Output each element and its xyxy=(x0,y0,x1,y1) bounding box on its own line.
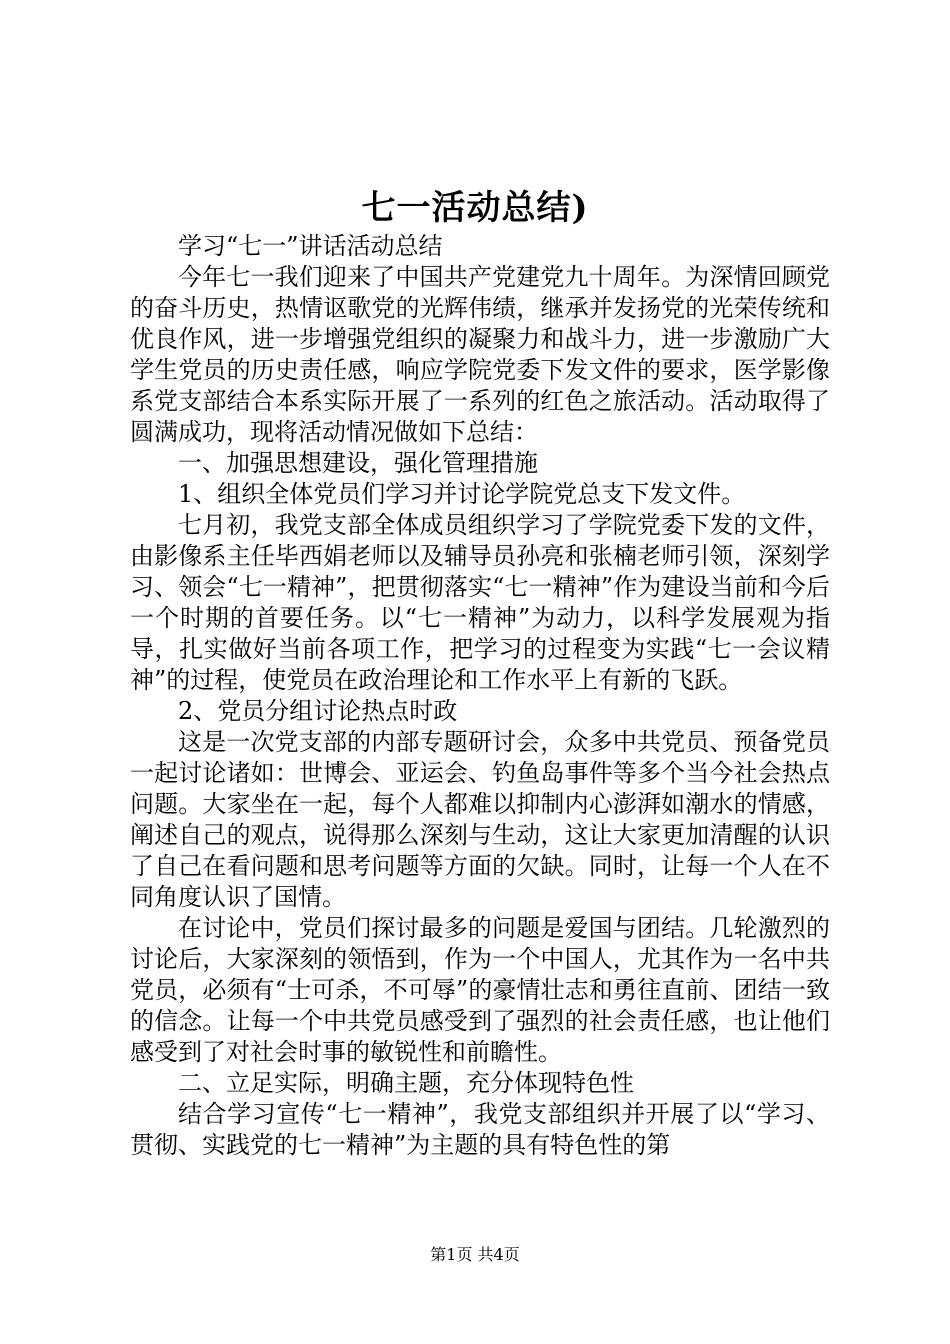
paragraph-intro: 今年七一我们迎来了中国共产党建党九十周年。为深情回顾党的奋斗历史，热情讴歌党的光辉伟绩，继承并发扬党的光荣传统和优良作风，进一步增强党组织的凝聚力和战斗力，进一步激励广大学生党员的历史责任感，响应学院党委下发文件的要求，医学影像系党支部结合本系实际开展了一系列的红色之旅活动。活动取得了圆满成功，现将活动情况做如下总结： xyxy=(130,263,830,446)
paragraph: 在讨论中，党员们探讨最多的问题是爱国与团结。几轮激烈的讨论后，大家深刻的领悟到，作为一个中国人，尤其作为一名中共党员，必须有“士可杀，不可辱”的豪情壮志和勇往直前、团结一致的信念。让每一个中共党员感受到了强烈的社会责任感，也让他们感受到了对社会时事的敏锐性和前瞻性。 xyxy=(130,914,830,1066)
document-title: 七一活动总结) xyxy=(361,188,589,228)
subsection-heading-1: 1、组织全体党员们学习并讨论学院党总支下发文件。 xyxy=(178,480,746,508)
paragraph: 结合学习宣传“七一精神”，我党支部组织并开展了以“学习、贯彻、实践党的七一精神”为主题的具有特色性的第 xyxy=(130,1100,830,1159)
paragraph: 这是一次党支部的内部专题研讨会，众多中共党员、预备党员一起讨论诸如：世博会、亚运会、钓鱼岛事件等多个当今社会热点问题。大家坐在一起，每个人都难以抑制内心澎湃如潮水的情感，阐述自己的观点，说得那么深刻与生动，这让大家更加清醒的认识了自己在看问题和思考问题等方面的欠缺。同时，让每一个人在不同角度认识了国情。 xyxy=(130,728,830,911)
paragraph-subtitle: 学习“七一”讲话活动总结 xyxy=(178,232,443,260)
subsection-heading-2: 2、党员分组讨论热点时政 xyxy=(178,697,458,725)
document-body xyxy=(130,231,830,1161)
page-number-footer: 第1页 共4页 xyxy=(430,1245,520,1264)
section-heading-2: 二、立足实际，明确主题，充分体现特色性 xyxy=(178,1069,634,1097)
section-heading-1: 一、加强思想建设，强化管理措施 xyxy=(178,449,538,477)
paragraph: 七月初，我党支部全体成员组织学习了学院党委下发的文件，由影像系主任毕西娟老师以及辅导员孙亮和张楠老师引领，深刻学习、领会“七一精神”，把贯彻落实“七一精神”作为建设当前和今后一个时期的首要任务。以“七一精神”为动力，以科学发展观为指导，扎实做好当前各项工作，把学习的过程变为实践“七一会议精神”的过程，使党员在政治理论和工作水平上有新的飞跃。 xyxy=(130,511,830,694)
